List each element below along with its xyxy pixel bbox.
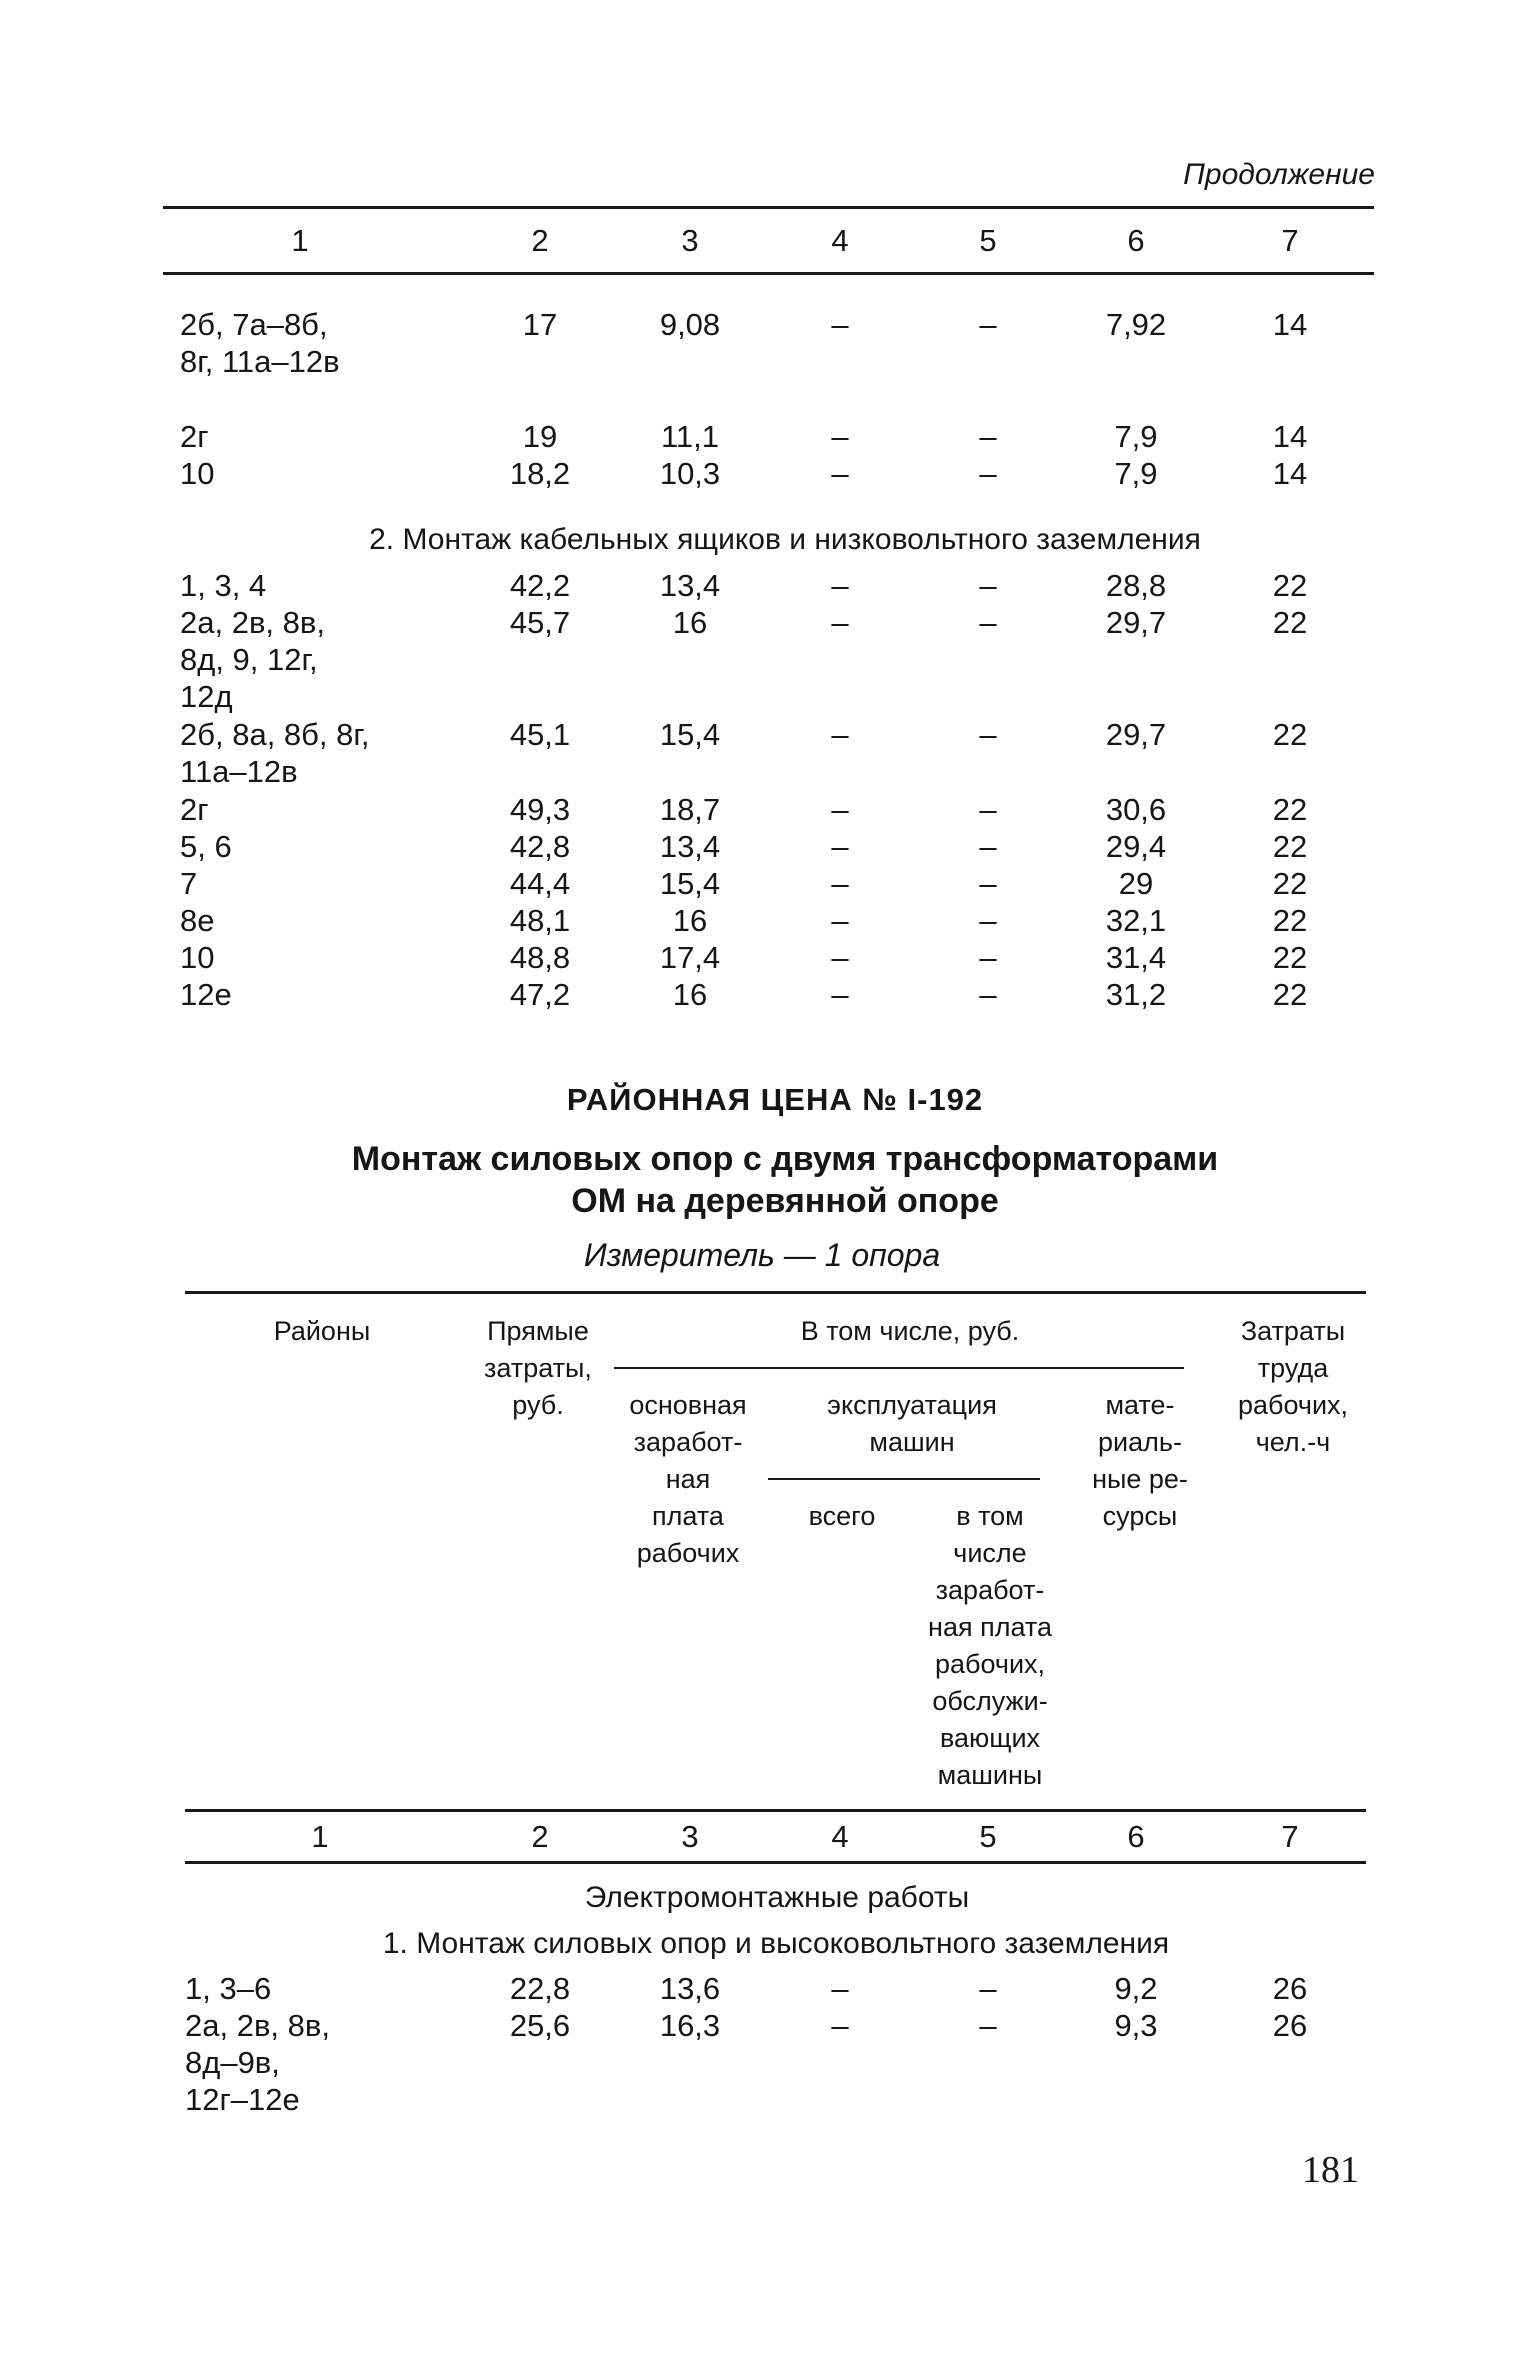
column-number: 2: [531, 1819, 549, 1854]
header-incl-wage-line: числе: [953, 1538, 1027, 1568]
value-cell-c7: 22: [1272, 977, 1308, 1012]
page-number: 181: [1302, 2149, 1359, 2191]
column-number: 5: [979, 1819, 997, 1854]
value-cell-c5: –: [979, 419, 997, 454]
value-cell-c5: –: [979, 605, 997, 640]
value-cell-c7: 14: [1272, 456, 1308, 491]
district-cell: 1, 3–6: [185, 1971, 272, 2006]
value-cell-c2: 42,8: [509, 829, 571, 864]
header-incl-rule: [614, 1367, 1184, 1369]
header-base-wage: [629, 1387, 746, 1572]
value-cell-c5: –: [979, 717, 997, 752]
value-cell-c6: 29,4: [1105, 829, 1167, 864]
value-cell-c3: 16,3: [659, 2008, 721, 2043]
value-cell-c7: 22: [1272, 717, 1308, 752]
value-cell-c3: 10,3: [659, 456, 721, 491]
district-cell: 12е: [180, 977, 232, 1012]
value-cell-c7: 22: [1272, 792, 1308, 827]
continuation-label: Продолжение: [1183, 158, 1375, 191]
value-cell-c3: 17,4: [659, 940, 721, 975]
value-cell-c2: 47,2: [509, 977, 571, 1012]
value-cell-c7: 22: [1272, 903, 1308, 938]
value-cell-c3: 15,4: [659, 717, 721, 752]
header-direct-costs-line: руб.: [512, 1390, 564, 1420]
header-labor-line: Затраты: [1240, 1316, 1346, 1346]
header-incl-wage-line: машины: [937, 1760, 1043, 1790]
value-cell-c3: 16: [672, 605, 708, 640]
bottom-numbers-rule: [185, 1861, 1366, 1864]
value-cell-c5: –: [979, 1971, 997, 2006]
value-cell-c3: 16: [672, 903, 708, 938]
value-cell-c4: –: [831, 829, 849, 864]
header-total: всего: [808, 1501, 876, 1531]
value-cell-c6: 29,7: [1105, 605, 1167, 640]
value-cell-c6: 9,2: [1114, 1971, 1158, 2006]
header-machine-ops: [827, 1387, 997, 1461]
value-cell-c4: –: [831, 568, 849, 603]
value-cell-c4: –: [831, 977, 849, 1012]
column-number: 2: [531, 223, 549, 258]
value-cell-c7: 22: [1272, 866, 1308, 901]
header-machine-ops-line: машин: [869, 1427, 955, 1457]
value-cell-c2: 48,8: [509, 940, 571, 975]
header-materials: [1092, 1387, 1188, 1535]
value-cell-c5: –: [979, 568, 997, 603]
district-cell: 12д: [180, 679, 233, 714]
header-incl-wage-line: рабочих,: [934, 1649, 1046, 1679]
value-cell-c5: –: [979, 903, 997, 938]
value-cell-c6: 31,2: [1105, 977, 1167, 1012]
value-cell-c4: –: [831, 605, 849, 640]
header-base-wage-line: ная: [665, 1464, 711, 1494]
header-machine-rule: [768, 1478, 1040, 1480]
value-cell-c3: 11,1: [660, 419, 720, 454]
header-districts: Районы: [273, 1316, 371, 1346]
value-cell-c2: 49,3: [509, 792, 571, 827]
value-cell-c2: 25,6: [509, 2008, 571, 2043]
header-base-wage-line: рабочих: [636, 1538, 740, 1568]
value-cell-c4: –: [831, 792, 849, 827]
district-cell: 2а, 2в, 8в,: [185, 2008, 330, 2043]
value-cell-c4: –: [831, 456, 849, 491]
title-line-2: ОМ на деревянной опоре: [571, 1182, 999, 1220]
value-cell-c6: 31,4: [1105, 940, 1167, 975]
district-cell: 8е: [180, 903, 215, 938]
district-cell: 10: [180, 940, 215, 975]
header-direct-costs-line: Прямые: [487, 1316, 589, 1346]
value-cell-c6: 32,1: [1105, 903, 1167, 938]
district-cell: 2б, 7а–8б,: [180, 307, 328, 342]
value-cell-c6: 7,9: [1114, 456, 1158, 491]
works-title: Электромонтажные работы: [584, 1881, 970, 1914]
value-cell-c4: –: [831, 866, 849, 901]
value-cell-c7: 14: [1272, 307, 1308, 342]
column-number: 4: [831, 1819, 849, 1854]
bottom-header-rule: [185, 1809, 1366, 1812]
column-number: 1: [311, 1819, 329, 1854]
district-cell: 2а, 2в, 8в,: [180, 605, 325, 640]
district-cell: 10: [180, 456, 215, 491]
value-cell-c2: 45,7: [509, 605, 571, 640]
section-title-1: 1. Монтаж силовых опор и высоковольтного заземления: [382, 1927, 1170, 1960]
header-labor: [1238, 1313, 1348, 1461]
value-cell-c5: –: [979, 456, 997, 491]
value-cell-c3: 9,08: [659, 307, 721, 342]
value-cell-c4: –: [831, 940, 849, 975]
header-base-wage-line: основная: [629, 1390, 747, 1420]
value-cell-c3: 16: [672, 977, 708, 1012]
district-cell: 12г–12е: [185, 2082, 300, 2117]
value-cell-c4: –: [831, 307, 849, 342]
value-cell-c6: 7,9: [1114, 419, 1158, 454]
district-cell: 1, 3, 4: [180, 568, 267, 603]
value-cell-c3: 13,6: [659, 1971, 721, 2006]
value-cell-c6: 28,8: [1105, 568, 1167, 603]
value-cell-c5: –: [979, 940, 997, 975]
value-cell-c6: 30,6: [1105, 792, 1167, 827]
value-cell-c4: –: [831, 903, 849, 938]
header-base-wage-line: плата: [652, 1501, 724, 1531]
doc-title: [352, 1138, 1218, 1222]
value-cell-c6: 9,3: [1114, 2008, 1158, 2043]
value-cell-c7: 22: [1272, 940, 1308, 975]
value-cell-c2: 18,2: [509, 456, 571, 491]
value-cell-c7: 14: [1272, 419, 1308, 454]
value-cell-c7: 26: [1272, 1971, 1308, 2006]
header-labor-line: чел.-ч: [1255, 1427, 1331, 1457]
price-heading: РАЙОННАЯ ЦЕНА № I-192: [566, 1082, 984, 1117]
column-number: 6: [1127, 223, 1145, 258]
column-number: 7: [1281, 1819, 1299, 1854]
column-number: 6: [1127, 1819, 1145, 1854]
header-incl-wage: [928, 1498, 1052, 1794]
column-number: 4: [831, 223, 849, 258]
header-direct-costs-line: затраты,: [484, 1353, 592, 1383]
header-materials-line: сурсы: [1102, 1501, 1178, 1531]
header-incl-wage-line: в том: [956, 1501, 1024, 1531]
value-cell-c7: 22: [1272, 605, 1308, 640]
value-cell-c6: 29: [1118, 866, 1154, 901]
header-incl-wage-line: обслужи-: [932, 1686, 1048, 1716]
header-incl-wage-line: заработ-: [935, 1575, 1045, 1605]
value-cell-c5: –: [979, 2008, 997, 2043]
column-number: 7: [1281, 223, 1299, 258]
column-number: 1: [291, 223, 309, 258]
header-base-wage-line: заработ-: [633, 1427, 743, 1457]
district-cell: 2б, 8а, 8б, 8г,: [180, 717, 370, 752]
value-cell-c5: –: [979, 866, 997, 901]
district-cell: 2г: [180, 792, 209, 827]
district-cell: 5, 6: [180, 829, 232, 864]
district-cell: 7: [180, 866, 198, 901]
header-machine-ops-line: эксплуатация: [827, 1390, 997, 1420]
value-cell-c2: 42,2: [509, 568, 571, 603]
title-line-1: Монтаж силовых опор с двумя трансформаторами: [351, 1140, 1219, 1178]
value-cell-c4: –: [831, 419, 849, 454]
header-incl-wage-line: вающих: [939, 1723, 1041, 1753]
header-materials-line: ные ре-: [1092, 1464, 1188, 1494]
value-cell-c7: 22: [1272, 568, 1308, 603]
value-cell-c2: 45,1: [509, 717, 571, 752]
value-cell-c5: –: [979, 307, 997, 342]
value-cell-c5: –: [979, 829, 997, 864]
header-labor-line: труда: [1257, 1353, 1329, 1383]
header-incl: В том числе, руб.: [800, 1316, 1020, 1346]
value-cell-c7: 22: [1272, 829, 1308, 864]
value-cell-c2: 17: [522, 307, 558, 342]
bottom-top-rule: [185, 1291, 1366, 1294]
header-materials-line: мате-: [1105, 1390, 1175, 1420]
column-number: 3: [681, 223, 699, 258]
district-cell: 8г, 11а–12в: [180, 344, 340, 379]
value-cell-c3: 15,4: [659, 866, 721, 901]
top-rule: [163, 206, 1374, 209]
value-cell-c4: –: [831, 1971, 849, 2006]
value-cell-c3: 18,7: [659, 792, 721, 827]
header-incl-wage-line: ная плата: [928, 1612, 1052, 1642]
value-cell-c6: 29,7: [1105, 717, 1167, 752]
value-cell-c6: 7,92: [1105, 307, 1167, 342]
value-cell-c2: 44,4: [509, 866, 571, 901]
header-materials-line: риаль-: [1098, 1427, 1182, 1457]
header-labor-line: рабочих,: [1237, 1390, 1349, 1420]
value-cell-c5: –: [979, 977, 997, 1012]
header-rule: [163, 272, 1374, 275]
value-cell-c2: 48,1: [509, 903, 571, 938]
section-title-2: 2. Монтаж кабельных ящиков и низковольтного заземления: [369, 523, 1201, 556]
column-number: 5: [979, 223, 997, 258]
header-direct-costs: [484, 1313, 592, 1424]
column-number: 3: [681, 1819, 699, 1854]
value-cell-c4: –: [831, 2008, 849, 2043]
district-cell: 8д, 9, 12г,: [180, 642, 318, 677]
value-cell-c5: –: [979, 792, 997, 827]
unit-line: Измеритель — 1 опора: [583, 1237, 941, 1273]
value-cell-c3: 13,4: [659, 568, 721, 603]
value-cell-c7: 26: [1272, 2008, 1308, 2043]
value-cell-c2: 19: [522, 419, 558, 454]
value-cell-c3: 13,4: [659, 829, 721, 864]
district-cell: 11а–12в: [180, 754, 298, 789]
value-cell-c4: –: [831, 717, 849, 752]
district-cell: 8д–9в,: [185, 2045, 280, 2080]
district-cell: 2г: [180, 419, 209, 454]
value-cell-c2: 22,8: [509, 1971, 571, 2006]
